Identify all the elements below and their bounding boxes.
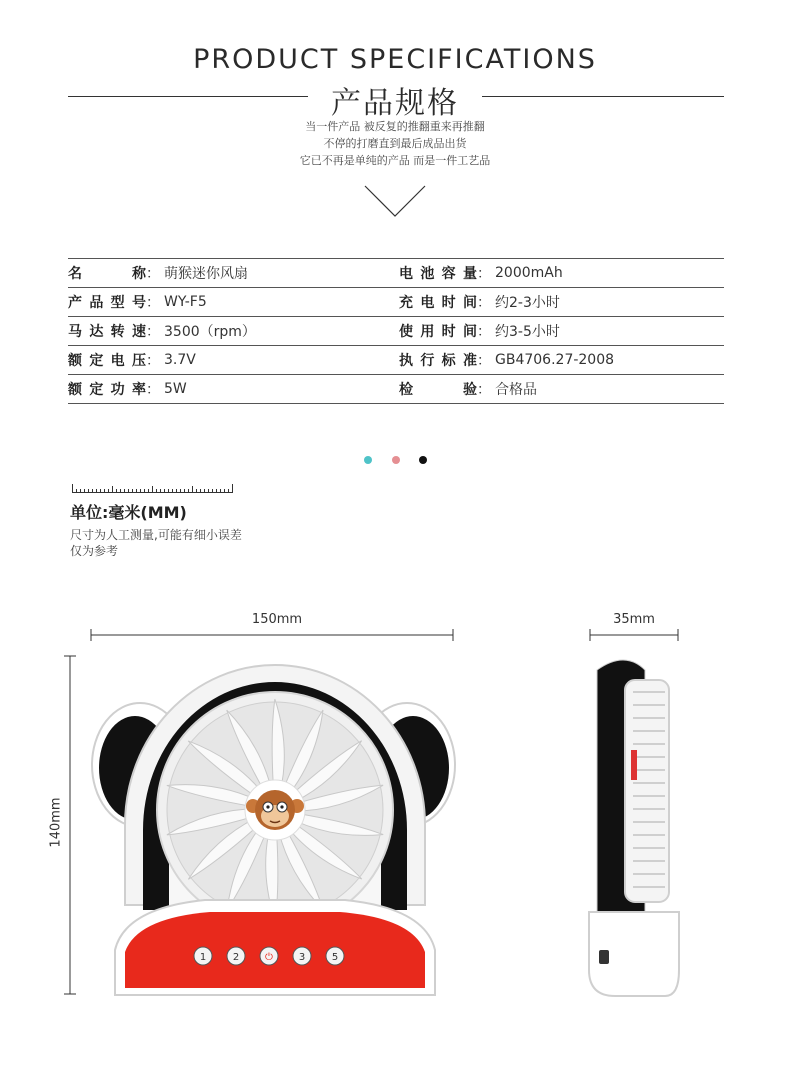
fan-button (293, 947, 311, 965)
spec-row: 额定功率 ： 5W 检 验 ： 合格品 (68, 375, 724, 404)
spec-value: WY-F5 (164, 294, 207, 310)
spec-value: 3500（rpm） (164, 324, 256, 340)
height-dimension-label: 140mm (48, 797, 64, 848)
svg-text:1: 1 (199, 952, 207, 963)
spec-value: GB4706.27-2008 (495, 352, 615, 368)
spec-row: 额定电压 ： 3.7V 执行标准 ： GB4706.27-2008 (68, 346, 724, 375)
spec-label: 检 验 (399, 382, 477, 398)
spec-label: 充电时间 (399, 295, 477, 311)
spec-label: 额定电压 (68, 353, 146, 369)
chevron-down-icon (363, 184, 427, 220)
fan-side-view (585, 650, 685, 1002)
spec-value: 约2-3小时 (495, 295, 560, 311)
svg-text:2: 2 (232, 952, 240, 963)
fan-button (227, 947, 245, 965)
spec-table (68, 258, 724, 404)
fan-button (194, 947, 212, 965)
spec-value: 5W (164, 381, 187, 397)
unit-note-line-2: 仅为参考 (70, 544, 119, 558)
title-divider-right (482, 96, 724, 97)
width-dimension-label: 150mm (251, 612, 303, 627)
subtitle-line-3: 它已不再是单纯的产品 而是一件工艺品 (299, 154, 491, 167)
depth-dimension-label: 35mm (613, 612, 655, 627)
color-option-teal[interactable] (364, 456, 372, 464)
ruler-icon (72, 484, 234, 494)
spec-label: 使用时间 (399, 324, 477, 340)
spec-value: 萌猴迷你风扇 (164, 266, 248, 282)
unit-title: 单位:毫米(MM) (70, 503, 187, 522)
spec-label: 电池容量 (399, 266, 477, 282)
svg-text:⏻: ⏻ (265, 952, 273, 963)
subtitle-line-2: 不停的打磨直到最后成品出货 (323, 137, 467, 150)
spec-label: 产品型号 (68, 295, 146, 311)
spec-label: 马达转速 (68, 324, 146, 340)
unit-note-line-1: 尺寸为人工测量,可能有细小误差 (70, 528, 242, 542)
fan-front-view (85, 650, 465, 1002)
fan-button (326, 947, 344, 965)
spec-value: 合格品 (495, 382, 537, 398)
spec-value: 3.7V (164, 352, 196, 368)
page-title-en: PRODUCT SPECIFICATIONS (193, 44, 597, 75)
spec-value: 2000mAh (495, 265, 563, 281)
spec-row: 产品型号 ： WY-F5 充电时间 ： 约2-3小时 (68, 288, 724, 317)
color-option-black[interactable] (419, 456, 427, 464)
spec-row: 马达转速 ： 3500（rpm） 使用时间 ： 约3-5小时 (68, 317, 724, 346)
fan-button (260, 947, 278, 965)
page-title-zh: 产品规格 (331, 86, 459, 121)
svg-text:5: 5 (331, 952, 339, 963)
color-option-pink[interactable] (392, 456, 400, 464)
spec-label: 名 称 (68, 266, 146, 282)
spec-label: 额定功率 (68, 382, 146, 398)
spec-value: 约3-5小时 (495, 324, 560, 340)
spec-row: 名 称 ： 萌猴迷你风扇 电池容量 ： 2000mAh (68, 259, 724, 288)
spec-label: 执行标准 (399, 353, 477, 369)
subtitle-line-1: 当一件产品 被反复的推翻重来再推翻 (305, 120, 485, 133)
svg-text:3: 3 (298, 952, 306, 963)
